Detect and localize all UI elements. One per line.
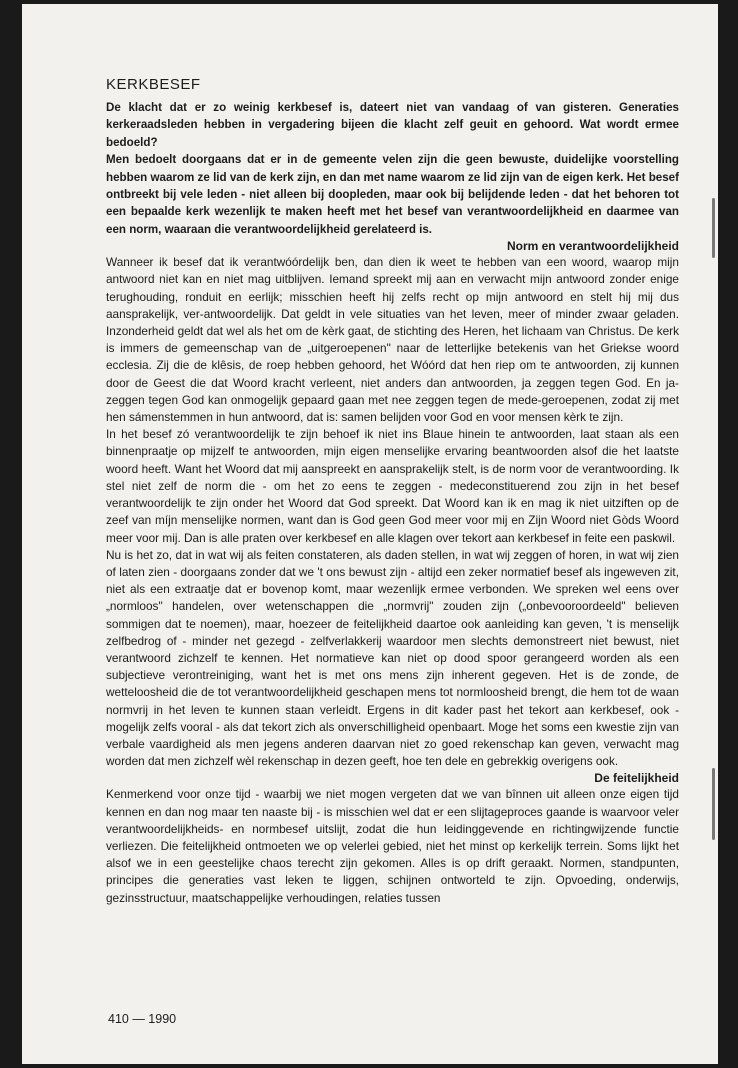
intro-paragraph: Men bedoelt doorgaans dat er in de gemeente velen zijn die geen bewuste, duidelijke voorstelling hebben waarom ze lid van de kerk zijn, en dan met name waarom ze lid zijn van de eigen kerk. Het besef ontbreekt bij vele leden - niet alleen bij doopleden, maar ook bij belijdende leden - dat het behoren tot een bepaalde kerk wezenlijk te maken heeft met het besef van verantwoordelijkheid en daarmee van een norm, waaraan die verantwoordelijkheid gerelateerd is. bbox=[106, 153, 679, 236]
section-heading-feitelijkheid: De feitelijkheid bbox=[594, 771, 679, 786]
page bbox=[22, 4, 718, 1064]
body-paragraph: In het besef zó verantwoordelijk te zijn behoef ik niet ins Blaue hinein te antwoorden, laat staan als een binnenpraatje op mijzelf te antwoorden, mijn eigen menselijke ervaring beantwoorden alsof die het laatste woord heeft. Want het Woord dat mij aanspreekt en aansprakelijk stelt, is de norm voor de verantwoording. Ik stel niet zelf de norm die - om het zo eens te zeggen - medeconstituerend zou zijn in het besef verantwoordelijk te zijn onder het Woord dat God spreekt. Dat Woord kan ik en mag ik niet uitziften op de zeef van míjn menselijke normen, want dan is God geen God meer voor mij en Zijn Woord niet Gòds Woord meer voor mij. Dan is alle praten over kerkbesef en alle klagen over tekort aan kerkbesef in feite een paskwil. bbox=[106, 427, 679, 545]
margin-mark bbox=[712, 198, 715, 258]
section-feitelijkheid bbox=[106, 786, 679, 906]
article-title: KERKBESEF bbox=[106, 76, 201, 93]
body-paragraph: Wanneer ik besef dat ik verantwóórdelijk ben, dan dien ik weet te hebben van een woord, waarop mijn antwoord niet kan en niet mag uitblijven. Iemand spreekt mij aan en verwacht mijn antwoord zonder enige terughouding, ronduit en eerlijk; misschien heeft hij zelfs recht op mijn antwoord en stelt hij mij dus aansprakelijk, ver-antwoordelijk. Dat geldt in vele situaties van het leven, meer of minder zwaar geladen. Inzonderheid geldt dat wel als het om de kèrk gaat, de stichting des Heren, het lichaam van Christus. De kerk is immers de gemeenschap van de „uitgeroepenen" naar de letterlijke betekenis van het Griekse woord ecclesia. Zij die de klêsis, de roep hebben gehoord, het Wóórd dat hen riep om te antwoorden, zij kunnen door de Geest die dat Woord kracht verleent, niet anders dan antwoorden, ja zeggen tegen God. En ja-zeggen tegen God kan onmogelijk gepaard gaan met nee zeggen tegen de mede-geroepenen, zodat zij met hen sámenstemmen in hun antwoord, dat is: samen belijden voor God en voor mensen kèrk te zijn. bbox=[106, 255, 679, 425]
section-norm bbox=[106, 254, 679, 770]
body-paragraph: Kenmerkend voor onze tijd - waarbij we niet mogen vergeten dat we van bînnen uit alleen onze eigen tijd kennen en dan nog maar ten naaste bij - is misschien wel dat er een slijtageproces gaande is waarvoor veler verantwoordelijkheids- en normbesef uitslijt, zodat die hun leidinggevende en richtingwijzende functie verliezen. Die feitelijkheid ontmoeten we op velerlei gebied, niet het minst op kerkelijk terrein. Soms lijkt het alsof we in een geestelijke chaos terecht zijn gekomen. Alles is op drift geraakt. Normen, standpunten, principes die generaties vast leken te liggen, schijnen ontworteld te zijn. Opvoeding, onderwijs, gezinsstructuur, maatschappelijke verhoudingen, relaties tussen bbox=[106, 787, 679, 905]
page-number: 410 — 1990 bbox=[108, 1012, 177, 1026]
body-paragraph: Nu is het zo, dat in wat wij als feiten constateren, als daden stellen, in wat wij zeggen of horen, in wat wij zien of laten zien - doorgaans zonder dat we 't ons bewust zijn - altijd een zeker normatief besef als ingeweven zit, niet als een extraatje dat er bovenop komt, maar wezenlijk ermee verbonden. We spreken wel eens over „normloos" handelen, over wetenschappen die „normvrij" zouden zijn („onbevooroordeeld" believen sommigen dat te noemen), maar, hoezeer de feitelijkheid daartoe ook aanleiding kan geven, 't is menselijk zelfbedrog of - minder net gezegd - zelfverlakkerij waardoor men slechts demonstreert niet bewust, niet verantwoord zichzelf te kennen. Het normatieve kan niet op dood spoor gerangeerd worden als een subjectieve verontreiniging, want het is met ons mens zijn inherent gegeven. Het is de zonde, de wetteloosheid die de tot verantwoordelijkheid geschapen mens tot normloosheid brengt, die hem tot de waan normvrij in het leven te kunnen staan verleidt. Ergens in dit kader past het tekort aan kerkbesef, ook - mogelijk zelfs vooral - als dat tekort zich als onverschilligheid openbaart. Moge het soms een kwestie zijn van verbale vaardigheid als men jegens anderen daarvan niet zo goed rekenschap kan geven, verwacht mag worden dat men zichzelf wèl rekenschap in dezen geeft, hoe ten dele en gebrekkig overigens ook. bbox=[106, 547, 679, 769]
section-heading-norm: Norm en verantwoordelijkheid bbox=[506, 239, 679, 254]
intro-paragraph: De klacht dat er zo weinig kerkbesef is, dateert niet van vandaag of van gisteren. Generaties kerkeraadsleden hebben in vergadering bijeen die klacht zelf geuit en gehoord. Wat wordt ermee bedoeld? bbox=[106, 101, 679, 149]
intro bbox=[106, 99, 679, 238]
margin-mark bbox=[712, 768, 715, 840]
article bbox=[106, 76, 679, 907]
